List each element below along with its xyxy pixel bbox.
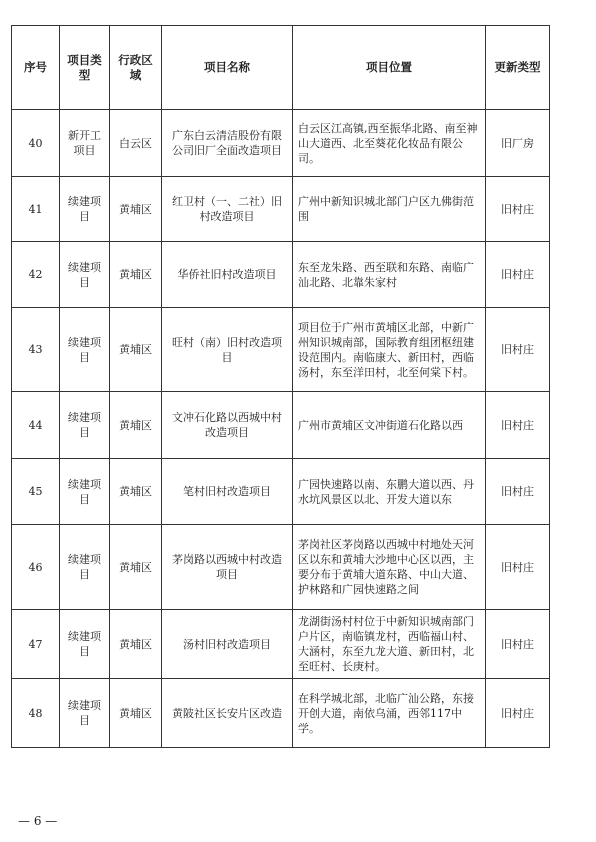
cell-update-type: 旧村庄 (486, 242, 550, 308)
cell-location: 白云区江高镇,西至振华北路、南至神山大道西、北至葵花化妆品有限公司。 (293, 110, 486, 177)
cell-district: 白云区 (110, 110, 162, 177)
cell-type: 续建项目 (60, 525, 110, 610)
cell-no: 44 (12, 392, 60, 459)
cell-location: 广州中新知识城北部门户区九佛街范围 (293, 177, 486, 242)
cell-type: 续建项目 (60, 392, 110, 459)
cell-name: 文冲石化路以西城中村改造项目 (162, 392, 293, 459)
cell-district: 黄埔区 (110, 177, 162, 242)
cell-name: 红卫村（一、二社）旧村改造项目 (162, 177, 293, 242)
cell-type: 新开工项目 (60, 110, 110, 177)
table-body (12, 110, 550, 748)
cell-location: 东至龙朱路、西至联和东路、南临广汕北路、北靠朱家村 (293, 242, 486, 308)
cell-type: 续建项目 (60, 308, 110, 392)
cell-name: 黄陂社区长安片区改造 (162, 679, 293, 748)
cell-district: 黄埔区 (110, 679, 162, 748)
header-location: 项目位置 (293, 26, 486, 110)
header-no: 序号 (12, 26, 60, 110)
cell-district: 黄埔区 (110, 525, 162, 610)
cell-no: 43 (12, 308, 60, 392)
cell-update-type: 旧村庄 (486, 610, 550, 679)
table-row (12, 308, 550, 392)
cell-no: 47 (12, 610, 60, 679)
cell-name: 笔村旧村改造项目 (162, 459, 293, 525)
header-name: 项目名称 (162, 26, 293, 110)
cell-district: 黄埔区 (110, 459, 162, 525)
cell-update-type: 旧村庄 (486, 459, 550, 525)
header-type: 项目类型 (60, 26, 110, 110)
cell-name: 茅岗路以西城中村改造项目 (162, 525, 293, 610)
cell-update-type: 旧村庄 (486, 525, 550, 610)
cell-no: 48 (12, 679, 60, 748)
cell-name: 广东白云清洁股份有限公司旧厂全面改造项目 (162, 110, 293, 177)
cell-no: 41 (12, 177, 60, 242)
cell-no: 40 (12, 110, 60, 177)
cell-location: 龙湖街汤村村位于中新知识城南部门户片区，南临镇龙村，西临福山村、大涵村，东至九龙大道、新田村，北至旺村、长庚村。 (293, 610, 486, 679)
cell-district: 黄埔区 (110, 242, 162, 308)
cell-update-type: 旧村庄 (486, 177, 550, 242)
table-row (12, 242, 550, 308)
cell-name: 华侨社旧村改造项目 (162, 242, 293, 308)
cell-update-type: 旧村庄 (486, 308, 550, 392)
cell-location: 广园快速路以南、东鹏大道以西、丹水坑风景区以北、开发大道以东 (293, 459, 486, 525)
table-header-row (12, 26, 550, 110)
cell-no: 46 (12, 525, 60, 610)
cell-location: 项目位于广州市黄埔区北部，中新广州知识城南部，国际教育组团枢纽建设范围内。南临康大、新田村，西临汤村，东至洋田村，北至何棠下村。 (293, 308, 486, 392)
cell-type: 续建项目 (60, 242, 110, 308)
page-number: — 6 — (18, 814, 58, 828)
cell-update-type: 旧村庄 (486, 679, 550, 748)
cell-update-type: 旧村庄 (486, 392, 550, 459)
table-row (12, 459, 550, 525)
cell-name: 汤村旧村改造项目 (162, 610, 293, 679)
table-row (12, 177, 550, 242)
cell-update-type: 旧厂房 (486, 110, 550, 177)
table-row (12, 525, 550, 610)
cell-district: 黄埔区 (110, 610, 162, 679)
cell-type: 续建项目 (60, 177, 110, 242)
cell-name: 旺村（南）旧村改造项目 (162, 308, 293, 392)
cell-district: 黄埔区 (110, 308, 162, 392)
cell-no: 42 (12, 242, 60, 308)
project-table (11, 25, 550, 748)
cell-no: 45 (12, 459, 60, 525)
cell-type: 续建项目 (60, 459, 110, 525)
header-update-type: 更新类型 (486, 26, 550, 110)
cell-location: 茅岗社区茅岗路以西城中村地处天河区以东和黄埔大沙地中心区以西，主要分布于黄埔大道东路、中山大道、护林路和广园快速路之间 (293, 525, 486, 610)
cell-location: 广州市黄埔区文冲街道石化路以西 (293, 392, 486, 459)
cell-type: 续建项目 (60, 679, 110, 748)
cell-location: 在科学城北部，北临广汕公路，东接开创大道，南依乌涌，西邻117中学。 (293, 679, 486, 748)
table-row (12, 679, 550, 748)
table-row (12, 110, 550, 177)
cell-district: 黄埔区 (110, 392, 162, 459)
table-row (12, 392, 550, 459)
table-row (12, 610, 550, 679)
header-district: 行政区域 (110, 26, 162, 110)
cell-type: 续建项目 (60, 610, 110, 679)
